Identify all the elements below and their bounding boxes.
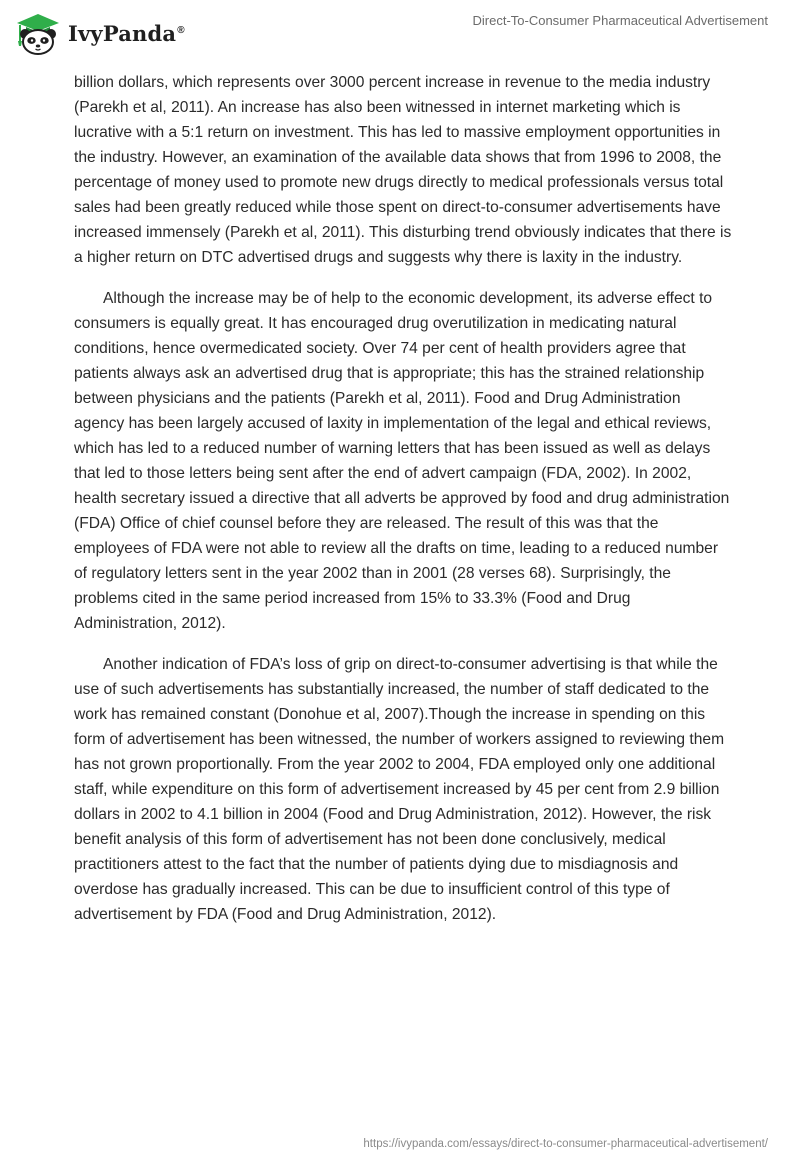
page-header <box>0 0 800 64</box>
document-title: Direct-To-Consumer Pharmaceutical Advertisement <box>472 13 768 28</box>
brand-name-text: IvyPanda <box>68 20 177 46</box>
paragraph-3: Another indication of FDA’s loss of grip on direct-to-consumer advertising is that while the use of such advertisements has substantially increased, the number of staff dedicated to the work has remained constant (Donohue et al, 2007).Though the increase in spending on this form of advertisement has been witnessed, the number of workers assigned to reviewing them has not grown proportionally. From the year 2002 to 2004, FDA employed only one additional staff, while expenditure on this form of advertisement increased by 45 per cent from 2.9 billion dollars in 2002 to 4.1 billion in 2004 (Food and Drug Administration, 2012). However, the risk benefit analysis of this form of advertisement has not been done conclusively, medical practitioners attest to the fact that the number of patients dying due to misdiagnosis and overdose has gradually increased. This can be due to insufficient control of this type of advertisement by FDA (Food and Drug Administration, 2012). <box>74 656 725 923</box>
source-url[interactable]: https://ivypanda.com/essays/direct-to-consumer-pharmaceutical-advertisement/ <box>363 1138 768 1150</box>
paragraph-2: Although the increase may be of help to the economic development, its adverse effect to consumers is equally great. It has encouraged drug overutilization in medicating natural conditions, hence overmedicated society. Over 74 per cent of health providers agree that patients always ask an advertised drug that is appropriate; this has the strained relationship between physicians and the patients (Parekh et al, 2011). Food and Drug Administration agency has been largely accused of laxity in implementation of the legal and ethical reviews, which has led to a reduced number of warning letters that has been issued as well as delays that led to those letters being sent after the end of advert campaign (FDA, 2002). In 2002, health secretary issued a directive that all adverts be approved by food and drug administration (FDA) Office of chief counsel before they are released. The result of this was that the employees of FDA were not able to review all the drafts on time, leading to a reduced number of regulatory letters sent in the year 2002 than in 2001 (28 verses 68). Surprisingly, the problems cited in the same period increased from 15% to 33.3% (Food and Drug Administration, 2012). <box>74 290 730 632</box>
brand-logo[interactable] <box>14 8 185 56</box>
panda-graduation-cap-icon <box>14 8 62 56</box>
brand-name <box>68 21 185 46</box>
registered-mark: ® <box>177 24 185 36</box>
paragraph-1: billion dollars, which represents over 3000 percent increase in revenue to the media industry (Parekh et al, 2011). An increase has also been witnessed in internet marketing which is lucrative with a 5:1 return on investment. This has led to massive employment opportunities in the industry. However, an examination of the available data shows that from 1996 to 2008, the percentage of money used to promote new drugs directly to medical professionals versus total sales had been greatly reduced while those spent on direct-to-consumer advertisements have increased immensely (Parekh et al, 2011). This disturbing trend obviously indicates that there is a higher return on DTC advertised drugs and suggests why there is laxity in the industry. <box>74 74 732 266</box>
essay-body <box>74 70 734 943</box>
